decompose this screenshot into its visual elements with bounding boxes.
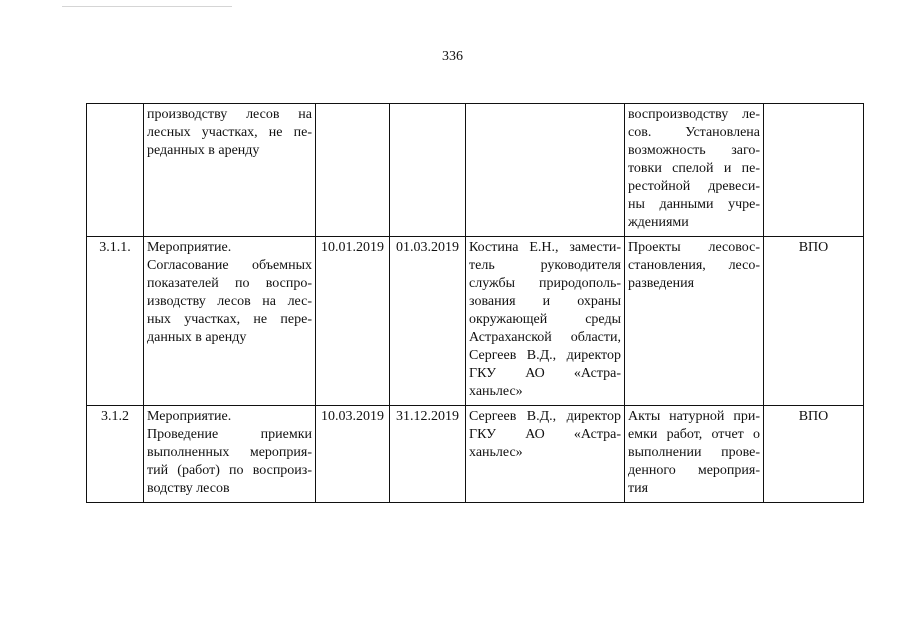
- result-line: сов. Установлена: [628, 125, 760, 140]
- result-line: выполнении прове-: [628, 445, 760, 460]
- activity-name-line: Мероприятие.: [147, 240, 232, 255]
- responsible-line: окружающей среды: [469, 312, 621, 327]
- responsible-cell: [466, 237, 625, 406]
- responsible-line: тель руководителя: [469, 258, 621, 273]
- activity-name-line: производству лесов на: [147, 107, 312, 122]
- start-date-cell: [316, 104, 390, 237]
- responsible-line: ханьлес»: [469, 445, 523, 460]
- responsible-line: ГКУ АО «Астра-: [469, 366, 621, 381]
- scan-speck: [62, 6, 232, 7]
- result-line: денного мероприя-: [628, 463, 760, 478]
- activity-name-cell: [144, 406, 316, 503]
- activity-name-line: данных в аренду: [147, 330, 247, 345]
- result-line: разведения: [628, 276, 695, 291]
- page-number: 336: [442, 49, 463, 64]
- activity-name-line: выполненных мероприя-: [147, 445, 312, 460]
- activity-name-line: Проведение приемки: [147, 427, 312, 442]
- responsible-cell: [466, 104, 625, 237]
- activity-name-line: изводству лесов на лес-: [147, 294, 312, 309]
- end-date-cell: 31.12.2019: [390, 406, 466, 503]
- item-number-cell: 3.1.2: [87, 406, 144, 503]
- result-line: воспроизводству ле-: [628, 107, 760, 122]
- result-line: тия: [628, 481, 649, 496]
- activity-name-line: тий (работ) по воспроиз-: [147, 463, 312, 478]
- result-line: Акты натурной при-: [628, 409, 760, 424]
- responsible-cell: [466, 406, 625, 503]
- responsible-line: ханьлес»: [469, 384, 523, 399]
- item-number-cell: 3.1.1.: [87, 237, 144, 406]
- activity-name-line: Согласование объемных: [147, 258, 312, 273]
- responsible-line: Астраханской области,: [469, 330, 621, 345]
- result-cell: [625, 237, 764, 406]
- result-line: ждениями: [628, 215, 689, 230]
- activity-name-line: водству лесов: [147, 481, 230, 496]
- activity-name-line: реданных в аренду: [147, 143, 260, 158]
- table-row: [87, 237, 864, 406]
- result-line: товки спелой и пе-: [628, 161, 760, 176]
- result-line: емки работ, отчет о: [628, 427, 760, 442]
- activity-name-cell: [144, 104, 316, 237]
- start-date-cell: 10.01.2019: [316, 237, 390, 406]
- start-date-cell: 10.03.2019: [316, 406, 390, 503]
- activity-name-line: ных участках, не пере-: [147, 312, 312, 327]
- funding-source-cell: [764, 104, 864, 237]
- result-line: ны данными учре-: [628, 197, 760, 212]
- end-date-cell: [390, 104, 466, 237]
- item-number-cell: [87, 104, 144, 237]
- result-line: становления, лесо-: [628, 258, 760, 273]
- responsible-line: Костина Е.Н., замести-: [469, 240, 621, 255]
- table-row: [87, 406, 864, 503]
- funding-source-cell: ВПО: [764, 406, 864, 503]
- activities-table: [86, 103, 864, 503]
- result-line: возможность заго-: [628, 143, 760, 158]
- responsible-line: ГКУ АО «Астра-: [469, 427, 621, 442]
- activity-name-line: лесных участках, не пе-: [147, 125, 312, 140]
- result-line: Проекты лесовос-: [628, 240, 760, 255]
- table-row: [87, 104, 864, 237]
- result-line: рестойной древеси-: [628, 179, 760, 194]
- end-date-cell: 01.03.2019: [390, 237, 466, 406]
- activity-name-line: Мероприятие.: [147, 409, 232, 424]
- responsible-line: Сергеев В.Д., директор: [469, 348, 621, 363]
- table-body: [87, 104, 864, 503]
- result-cell: [625, 104, 764, 237]
- responsible-line: службы природополь-: [469, 276, 621, 291]
- activity-name-cell: [144, 237, 316, 406]
- result-cell: [625, 406, 764, 503]
- funding-source-cell: ВПО: [764, 237, 864, 406]
- responsible-line: зования и охраны: [469, 294, 621, 309]
- activity-name-line: показателей по воспро-: [147, 276, 312, 291]
- responsible-line: Сергеев В.Д., директор: [469, 409, 621, 424]
